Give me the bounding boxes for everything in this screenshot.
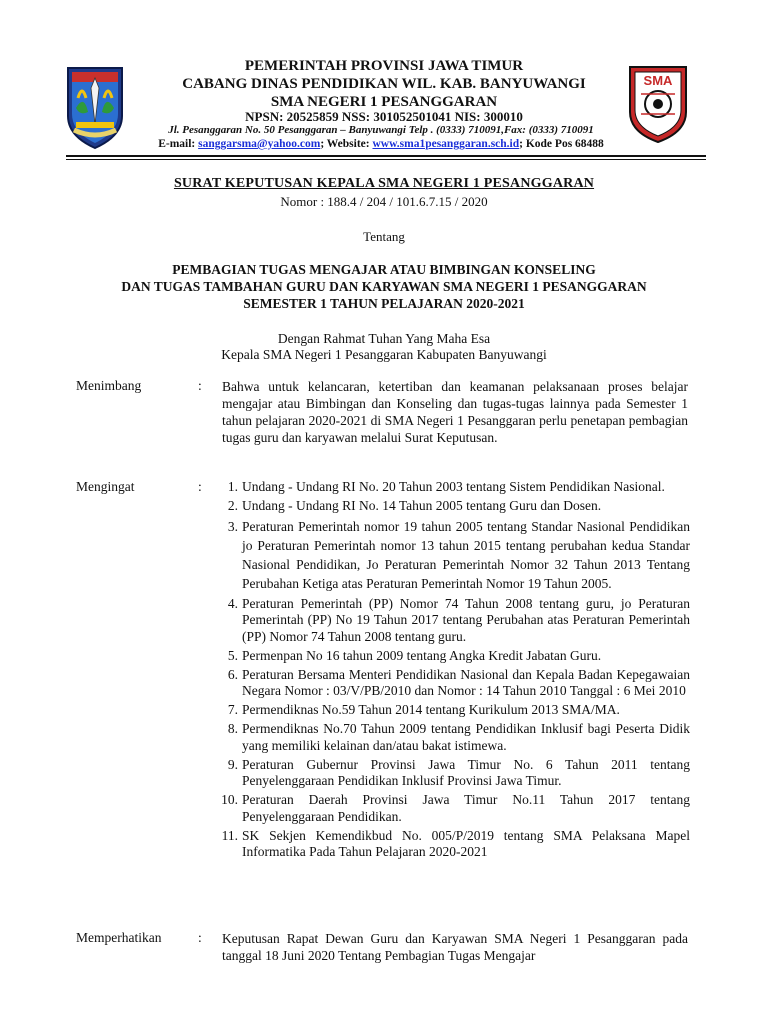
email-label: E-mail:	[158, 138, 199, 150]
mengingat-list	[210, 479, 690, 863]
list-item-number: 11.	[221, 827, 238, 843]
list-item	[210, 479, 690, 496]
header-divider-thin	[66, 159, 706, 160]
list-item	[210, 828, 690, 861]
list-item	[210, 721, 690, 754]
menimbang-colon: :	[198, 378, 202, 393]
tentang-label: Tentang	[363, 229, 405, 244]
list-item-text: Peraturan Bersama Menteri Pendidikan Nasional dan Kepala Badan Kepegawaian Negara Nomor : 03/V/PB/2010 dan Nomor : 14 Tahun 2010 Tanggal : 6 Mei 2010	[242, 666, 690, 698]
list-item-text: Peraturan Daerah Provinsi Jawa Timur No.11 Tahun 2017 tentang Penyelenggaraan Pendidikan.	[242, 792, 690, 824]
memperhatikan-colon: :	[198, 930, 202, 945]
list-item-number: 2.	[227, 498, 238, 513]
list-item-number: 8.	[227, 721, 238, 736]
email-link[interactable]: sanggarsma@yahoo.com	[198, 138, 321, 150]
header-government: PEMERINTAH PROVINSI JAWA TIMUR	[244, 58, 524, 74]
list-item-number: 6.	[227, 666, 238, 682]
list-item-text: SK Sekjen Kemendikbud No. 005/P/2019 tentang SMA Pelaksana Mapel Informatika Pada Tahun Pelajaran 2020-2021	[242, 827, 690, 859]
list-item-text: Peraturan Gubernur Provinsi Jawa Timur No. 6 Tahun 2011 tentang Penyelenggaraan Pendidikan Inklusif Provinsi Jawa Timur.	[242, 756, 690, 788]
menimbang-text: Bahwa untuk kelancaran, ketertiban dan keamanan pelaksanaan proses belajar mengajar atau Bimbingan dan Konseling dan tugas-tugas lainnya pada Semester 1 tahun pelajaran 2020-2021 di SMA Negeri 1 Pesanggaran perlu penetapan pembagian tugas guru dan karyawan melalui Surat Keputusan.	[222, 379, 688, 445]
website-link[interactable]: www.sma1pesanggaran.sch.id	[372, 138, 520, 150]
website-label: ; Website:	[320, 138, 373, 150]
svg-text:SMA: SMA	[643, 73, 673, 88]
subject-line-2: DAN TUGAS TAMBAHAN GURU DAN KARYAWAN SMA NEGERI 1 PESANGGARAN	[121, 279, 647, 294]
list-item-number: 4.	[227, 595, 238, 611]
list-item-text: Undang - Undang RI No. 20 Tahun 2003 tentang Sistem Pendidikan Nasional.	[242, 479, 665, 494]
list-item	[210, 596, 690, 646]
list-item-number: 9.	[227, 756, 238, 772]
list-item	[210, 648, 690, 665]
subject-line-3: SEMESTER 1 TAHUN PELAJARAN 2020-2021	[243, 296, 525, 311]
menimbang-label: Menimbang	[76, 378, 142, 393]
list-item	[210, 498, 690, 515]
list-item-text: Undang - Undang RI No. 14 Tahun 2005 tentang Guru dan Dosen.	[242, 498, 602, 513]
list-item-number: 7.	[227, 702, 238, 717]
list-item-text: Permendiknas No.70 Tahun 2009 tentang Pendidikan Inklusif bagi Peserta Didik yang memiliki kelainan dan/atau bakat istimewa.	[242, 721, 690, 753]
list-item-text: Permenpan No 16 tahun 2009 tentang Angka Kredit Jabatan Guru.	[242, 647, 602, 663]
opening-line-2: Kepala SMA Negeri 1 Pesanggaran Kabupaten Banyuwangi	[221, 347, 547, 362]
postal-code: ; Kode Pos 68488	[519, 138, 604, 150]
list-item-text: Permendiknas No.59 Tahun 2014 tentang Kurikulum 2013 SMA/MA.	[242, 702, 620, 717]
header-address: Jl. Pesanggaran No. 50 Pesanggaran – Banyuwangi Telp . (0333) 710091,Fax: (0333) 710091	[168, 124, 594, 136]
list-item	[210, 792, 690, 825]
list-item	[210, 702, 690, 719]
header-divider-thick	[66, 155, 706, 157]
mengingat-colon: :	[198, 479, 202, 494]
list-item-text: Peraturan Pemerintah (PP) Nomor 74 Tahun 2008 tentang guru, jo Peraturan Pemerintah (PP) No 19 Tahun 2017 tentang Perubahan atas Peraturan Pemerintah (PP) Nomor 74 Tahun 2008 tentang guru.	[242, 595, 690, 644]
header-agency: CABANG DINAS PENDIDIKAN WIL. KAB. BANYUWANGI	[182, 76, 586, 92]
list-item	[210, 517, 690, 593]
memperhatikan-label: Memperhatikan	[76, 930, 162, 945]
list-item-number: 1.	[227, 479, 238, 494]
header-identifiers: NPSN: 20525859 NSS: 301052501041 NIS: 300010	[245, 109, 523, 124]
subject-line-1: PEMBAGIAN TUGAS MENGAJAR ATAU BIMBINGAN KONSELING	[172, 262, 596, 277]
list-item-text: Peraturan Pemerintah nomor 19 tahun 2005 tentang Standar Nasional Pendidikan jo Peraturan Pemerintah nomor 13 tahun 2015 tentang perubahan kedua Standar Nasional Pendidikan, Jo Peraturan Pemerintah Nomor 32 Tahun 2013 Tentang Perubahan Ketiga atas Peraturan Pemerintah Nomor 19 Tahun 2005.	[242, 519, 690, 591]
header-contact	[128, 137, 634, 151]
mengingat-label: Mengingat	[76, 479, 135, 494]
document-number: Nomor : 188.4 / 204 / 101.6.7.15 / 2020	[280, 194, 488, 209]
list-item-number: 3.	[227, 519, 238, 534]
list-item	[210, 757, 690, 790]
memperhatikan-text: Keputusan Rapat Dewan Guru dan Karyawan SMA Negeri 1 Pesanggaran pada tanggal 18 Juni 2020 Tentang Pembagian Tugas Mengajar	[222, 931, 688, 963]
opening-line-1: Dengan Rahmat Tuhan Yang Maha Esa	[277, 331, 491, 346]
document-title: SURAT KEPUTUSAN KEPALA SMA NEGERI 1 PESANGGARAN	[173, 176, 595, 191]
list-item-number: 10.	[221, 792, 238, 807]
list-item	[210, 667, 690, 700]
list-item-number: 5.	[227, 647, 238, 663]
header-school: SMA NEGERI 1 PESANGGARAN	[270, 94, 498, 110]
